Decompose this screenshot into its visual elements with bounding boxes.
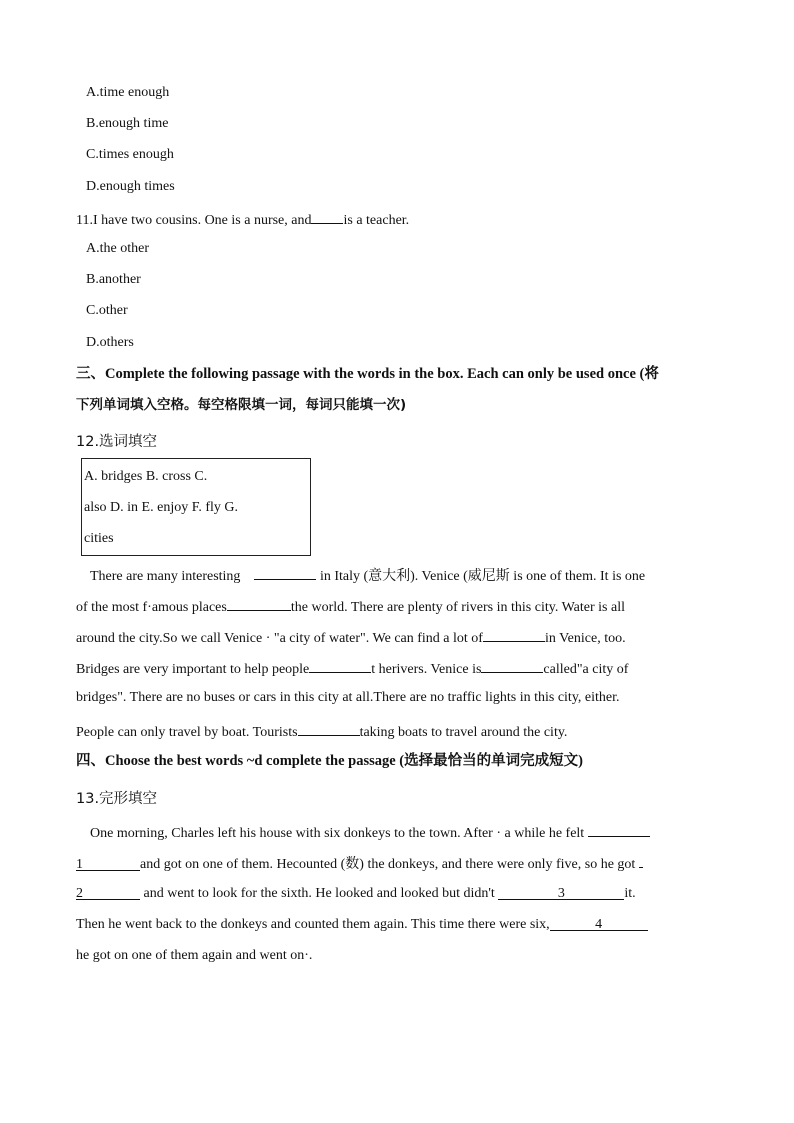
passage-line: around the city.So we call Venice · "a city of water". We can find a lot of in Venice, too. xyxy=(76,627,718,648)
q11-option-a: A.the other xyxy=(86,241,149,256)
word-box-line: A. bridges B. cross C. xyxy=(84,469,208,484)
word-box-line: cities xyxy=(84,531,114,546)
blank-1: 1 xyxy=(76,856,140,871)
q11-option-c: C.other xyxy=(86,303,128,318)
q11-option-d: D.others xyxy=(86,335,134,350)
blank-4: 4 xyxy=(550,916,648,931)
passage-line: There are many interesting in Italy (意大利). Venice (威尼斯 is one of them. It is one xyxy=(90,565,732,586)
passage-line: Bridges are very important to help people t herivers. Venice is called"a city of xyxy=(76,658,718,679)
q11-stem: 11.I have two cousins. One is a nurse, and is a teacher. xyxy=(76,209,409,230)
blank xyxy=(227,596,291,611)
passage-line: 2 and went to look for the sixth. He looked and looked but didn't 3 it. xyxy=(76,886,636,901)
blank xyxy=(483,627,545,642)
word-box-line: also D. in E. enjoy F. fly G. xyxy=(84,500,239,515)
passage-line: he got on one of them again and went on·. xyxy=(76,948,313,963)
passage-line: People can only travel by boat. Tourists taking boats to travel around the city. xyxy=(76,721,718,742)
q11-blank xyxy=(311,209,343,224)
q10-option-d: D.enough times xyxy=(86,179,175,194)
passage-line: Then he went back to the donkeys and counted them again. This time there were six, 4 xyxy=(76,916,718,934)
passage-line: 1 and got on one of them. Hecounted (数) the donkeys, and there were only five, so he got xyxy=(76,853,718,874)
blank xyxy=(639,853,643,868)
q11-option-b: B.another xyxy=(86,272,141,287)
word-box xyxy=(81,458,311,556)
blank xyxy=(298,721,360,736)
section3-heading-cn: 下列单词填入空格。每空格限填一词，每词只能填一次) xyxy=(76,397,407,413)
blank xyxy=(309,658,371,673)
passage-line: of the most f·amous places the world. There are plenty of rivers in this city. Water is all xyxy=(76,596,718,617)
section3-heading: 三、Complete the following passage with the words in the box. Each can only be used once (将 xyxy=(76,366,659,382)
passage-line: One morning, Charles left his house with six donkeys to the town. After · a while he felt xyxy=(90,822,732,843)
passage-line: bridges". There are no buses or cars in this city at all.There are no traffic lights in this city, either. xyxy=(76,690,620,705)
q12-title: 12.选词填空 xyxy=(76,434,158,450)
blank-2: 2 xyxy=(76,885,140,900)
section4-heading: 四、Choose the best words ~d complete the passage (选择最恰当的单词完成短文) xyxy=(76,753,583,769)
blank xyxy=(481,658,543,673)
q10-option-c: C.times enough xyxy=(86,147,174,162)
q10-option-a: A.time enough xyxy=(86,85,170,100)
blank xyxy=(254,565,316,580)
blank-3: 3 xyxy=(498,885,624,900)
q10-option-b: B.enough time xyxy=(86,116,169,131)
blank xyxy=(588,822,650,837)
q13-title: 13.完形填空 xyxy=(76,791,158,807)
